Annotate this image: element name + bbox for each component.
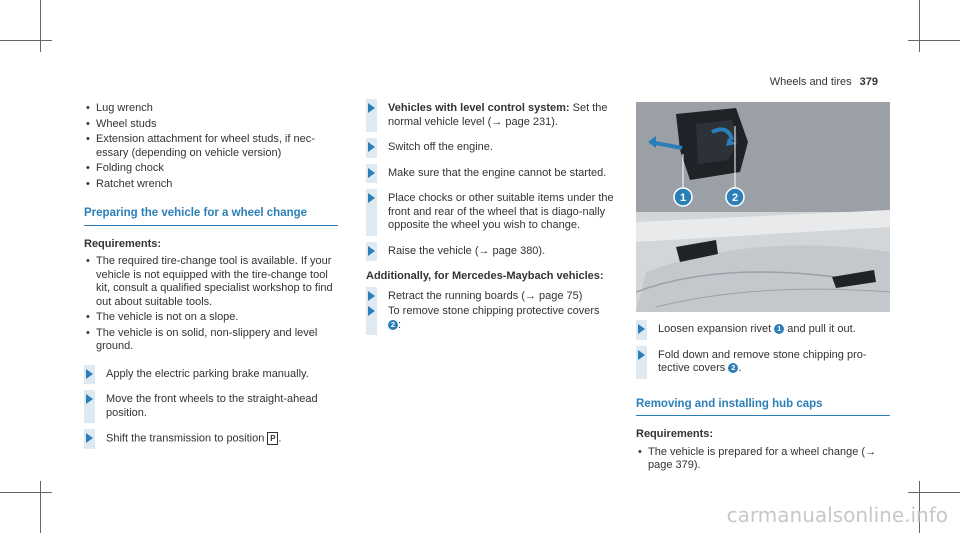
step-arrow-icon [638, 324, 645, 334]
callout-badge: 1 [774, 324, 784, 334]
section-title: Wheels and tires [769, 76, 852, 88]
step-arrow-icon [86, 369, 93, 379]
column-1 [84, 102, 338, 458]
step-arrow-icon [86, 433, 93, 443]
step-arrow-icon [368, 306, 375, 316]
list-item: • Folding chock [84, 162, 338, 176]
figure-badge-2: 2 [731, 192, 739, 204]
vehicle-underbody-figure [636, 102, 890, 312]
crop-mark [40, 481, 41, 533]
requirement-item: • The vehicle is not on a slope. [84, 311, 338, 325]
instruction-step: Raise the vehicle (→ page 380). [366, 245, 622, 259]
requirements-label: Requirements: [636, 428, 714, 440]
requirement-item: • The required tire-change tool is available. If your vehicle is not equipped with the tire-change tool kit, consult a qualified specialist workshop to find out about suitable tools. [84, 255, 338, 309]
tool-list [84, 102, 338, 191]
crop-mark [908, 40, 960, 41]
watermark: carmanualsonline.info [726, 503, 948, 527]
crop-mark [40, 0, 41, 52]
section-heading: Removing and installing hub caps [636, 398, 890, 417]
step-arrow-icon [638, 350, 645, 360]
step-arrow-icon [368, 168, 375, 178]
crop-mark [0, 492, 52, 493]
instruction-step: Move the front wheels to the straight-ahead position. [84, 393, 338, 420]
subheading: Additionally, for Mercedes-Maybach vehicles: [366, 270, 604, 282]
column-3 [636, 323, 890, 475]
callout-badge: 2 [728, 363, 738, 373]
instruction-step: Fold down and remove stone chipping pro-tective covers 2 . [636, 349, 890, 376]
list-item: • Ratchet wrench [84, 178, 338, 192]
step-arrow-icon [86, 394, 93, 404]
list-item: • Extension attachment for wheel studs, if nec-essary (depending on vehicle version) [84, 133, 338, 160]
requirement-item: • The vehicle is on solid, non-slippery and level ground. [84, 327, 338, 354]
column-2 [366, 102, 622, 344]
step-arrow-icon [368, 142, 375, 152]
instruction-step: Shift the transmission to position P . [84, 432, 338, 446]
instruction-step: Loosen expansion rivet 1 and pull it out. [636, 323, 890, 337]
instruction-step: Place chocks or other suitable items under the front and rear of the wheel that is diago-nally opposite the wheel you wish to change. [366, 192, 622, 233]
page-header [770, 76, 878, 88]
crop-mark [908, 492, 960, 493]
instruction-step: Retract the running boards (→ page 75) [366, 290, 622, 304]
instruction-step: Make sure that the engine cannot be started. [366, 167, 622, 181]
step-arrow-icon [368, 246, 375, 256]
figure-badge-1: 1 [679, 192, 687, 204]
park-gear-icon: P [267, 432, 278, 445]
requirement-item: • The vehicle is prepared for a wheel change (→ page 379). [636, 446, 890, 473]
crop-mark [0, 40, 52, 41]
underbody-illustration [636, 102, 890, 312]
step-arrow-icon [368, 291, 375, 301]
instruction-step: Apply the electric parking brake manually. [84, 368, 338, 382]
instruction-step: Switch off the engine. [366, 141, 622, 155]
list-item: • Lug wrench [84, 102, 338, 116]
instruction-step: Vehicles with level control system: Set the normal vehicle level (→ page 231). [366, 102, 622, 129]
step-arrow-icon [368, 103, 375, 113]
requirements-label: Requirements: [84, 237, 162, 250]
list-item: • Wheel studs [84, 118, 338, 132]
section-heading: Preparing the vehicle for a wheel change [84, 207, 338, 226]
step-arrow-icon [368, 193, 375, 203]
instruction-step: To remove stone chipping protective covers 2 : [366, 305, 622, 332]
crop-mark [919, 0, 920, 52]
page-number: 379 [859, 76, 878, 88]
callout-badge: 2 [388, 320, 398, 330]
